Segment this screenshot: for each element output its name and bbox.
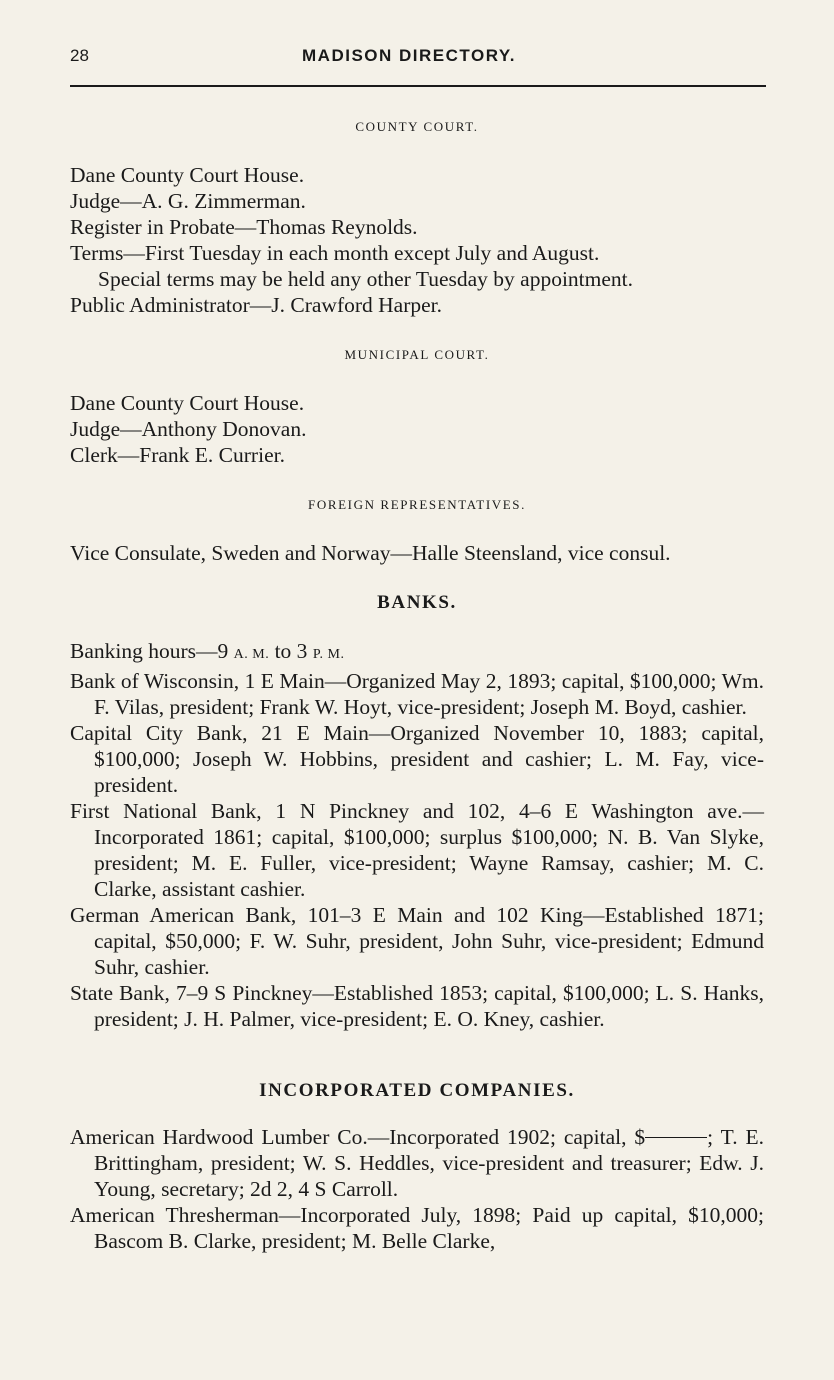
page-number: 28 <box>70 46 89 65</box>
bank-entry: State Bank, 7–9 S Pinckney—Established 1853; capital, $100,000; L. S. Hanks, president; J. H. Palmer, vice-president; E. O. Kney, cashier. <box>70 981 764 1031</box>
municipal-court-line: Judge—Anthony Donovan. <box>70 417 307 441</box>
bank-entry: Bank of Wisconsin, 1 E Main—Organized May 2, 1893; capital, $100,000; Wm. F. Vilas, president; Frank W. Hoyt, vice-president; Joseph M. Boyd, cashier. <box>70 669 764 719</box>
bank-entry: German American Bank, 101–3 E Main and 102 King—Established 1871; capital, $50,000; F. W. Suhr, president, John Suhr, vice-president; Edmund Suhr, cashier. <box>70 903 764 979</box>
header-rule <box>70 85 766 87</box>
capital-blank-line <box>645 1137 707 1138</box>
banks-heading: BANKS. <box>377 592 457 613</box>
county-court-line: Terms—First Tuesday in each month except July and August. <box>70 241 600 265</box>
foreign-representative-entry: Vice Consulate, Sweden and Norway—Halle Steensland, vice consul. <box>70 541 671 565</box>
municipal-court-line: Clerk—Frank E. Currier. <box>70 443 285 467</box>
banking-hours <box>70 638 764 668</box>
running-title: MADISON DIRECTORY. <box>302 46 517 65</box>
page-body <box>70 108 764 1254</box>
bank-entry: Capital City Bank, 21 E Main—Organized November 10, 1883; capital, $100,000; Joseph W. Hobbins, president and cashier; L. M. Fay, vice-president. <box>70 721 764 797</box>
company-entry: American Thresherman—Incorporated July, 1898; Paid up capital, $10,000; Bascom B. Clarke, president; M. Belle Clarke, <box>70 1203 764 1253</box>
county-court-line: Dane County Court House. <box>70 163 305 187</box>
county-court-line: Special terms may be held any other Tuesday by appointment. <box>98 267 634 291</box>
county-court-line: Judge—A. G. Zimmerman. <box>70 189 306 213</box>
banking-hours-am: A. M. <box>233 647 270 662</box>
municipal-court-heading: MUNICIPAL COURT. <box>344 347 490 362</box>
county-court-line: Register in Probate—Thomas Reynolds. <box>70 215 418 239</box>
foreign-representatives-heading: FOREIGN REPRESENTATIVES. <box>308 497 526 512</box>
bank-entry: First National Bank, 1 N Pinckney and 102, 4–6 E Washington ave.—Incorporated 1861; capital, $100,000; surplus $100,000; N. B. Van Slyke, president; M. E. Fuller, vice-president; Wayne Ramsay, cashier; M. C. Clarke, assistant cashier. <box>70 799 764 901</box>
incorporated-companies-heading: INCORPORATED COMPANIES. <box>259 1080 575 1101</box>
banking-hours-mid: to 3 <box>269 639 313 663</box>
company-entry <box>70 1124 764 1202</box>
county-court-heading: COUNTY COURT. <box>355 119 479 134</box>
company-entry-start: American Hardwood Lumber Co.—Incorporated 1902; capital, $ <box>70 1125 646 1149</box>
municipal-court-line: Dane County Court House. <box>70 391 305 415</box>
banking-hours-prefix: Banking hours—9 <box>70 639 234 663</box>
company-entry-rest: ; T. E. Brittingham, president; W. S. Heddles, vice-president and treasurer; Edw. J. Young, secretary; 2d 2, 4 S Carroll. <box>94 1125 764 1201</box>
county-court-line: Public Administrator—J. Crawford Harper. <box>70 293 443 317</box>
banking-hours-pm: P. M. <box>312 647 345 662</box>
